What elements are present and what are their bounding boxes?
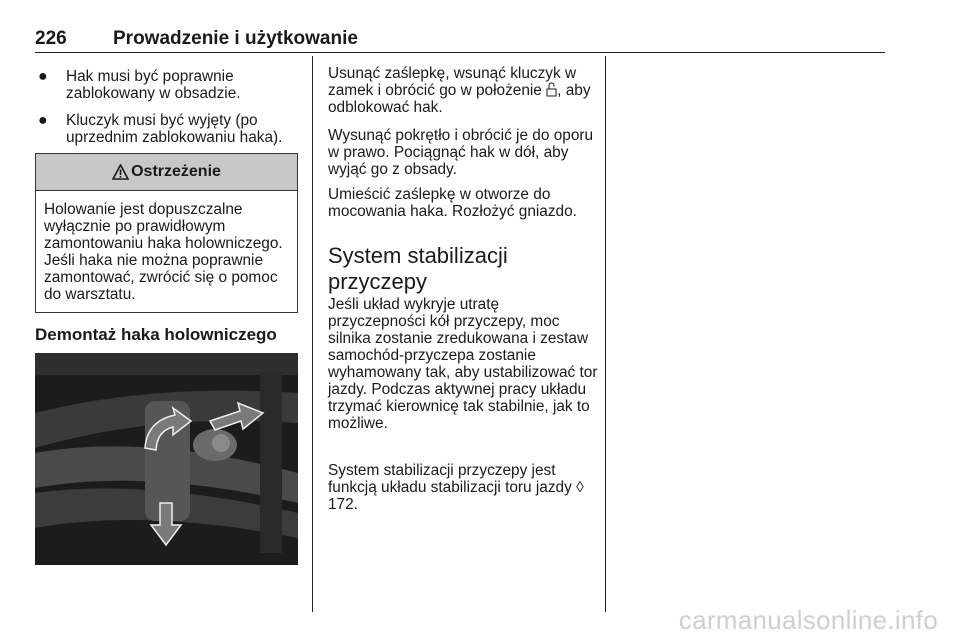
paragraph-stability: Jeśli układ wykryje utratę przyczepności kół przyczepy, moc silnika zostanie zredukowana i zestaw samochód-przyczepa zostanie wyhamowany tak, aby ustabilizować tor jazdy. Podczas aktywnej pracy układu trzymać kierownicę tak stabilnie, jak to możliwe. [328,296,598,432]
illustration-graphic [35,353,298,565]
bullet-marker: ● [38,68,48,85]
warning-triangle-icon [112,164,129,180]
warning-box [35,153,298,313]
paragraph-function [328,462,600,513]
page-number: 226 [35,28,67,49]
page-reference[interactable]: 172. [328,496,358,513]
paragraph-text: Usunąć zaślepkę, wsunąć kluczyk w zamek i obrócić go w położenie [328,65,577,99]
bullet-marker: ● [38,112,48,129]
unlocked-padlock-icon [546,82,557,97]
list-item-text: Kluczyk musi być wyjęty (po uprzednim zablokowaniu haka). [66,112,283,146]
paragraph-text: , aby odblokować hak. [328,82,591,116]
tow-hook-removal-illustration [35,353,298,565]
list-item-text: Hak musi być poprawnie zablokowany w obsadzie. [66,68,241,102]
list-item [38,112,308,146]
paragraph-text: System stabilizacji przyczepy jest funkcją układu stabilizacji toru jazdy [328,462,577,496]
list-item [38,68,308,102]
requirements-list [38,68,308,156]
warning-header [36,154,297,191]
paragraph-unlock [328,65,600,116]
column-divider-right [605,56,606,612]
paragraph-knob: Wysunąć pokrętło i obrócić je do oporu w prawo. Pociągnąć hak w dół, aby wyjąć go z obsady. [328,127,594,178]
paragraph-cap: Umieścić zaślepkę w otworze do mocowania haka. Rozłożyć gniazdo. [328,186,577,220]
section-subheading: Demontaż haka holowniczego [35,325,277,344]
header-divider [35,52,885,53]
page-reference-icon[interactable]: ◊ [576,479,584,496]
warning-title: Ostrzeżenie [131,163,221,180]
page-title: Prowadzenie i użytkowanie [113,28,358,49]
warning-text: Holowanie jest dopuszczalne wyłącznie po prawidłowym zamontowaniu haka holowniczego. Jeśli haka nie można poprawnie zamontować, zwrócić się o pomoc do warsztatu. [44,201,283,303]
watermark: carmanualsonline.info [678,605,938,635]
column-divider-left [312,56,313,612]
section-heading: System stabilizacji przyczepy [328,243,508,294]
